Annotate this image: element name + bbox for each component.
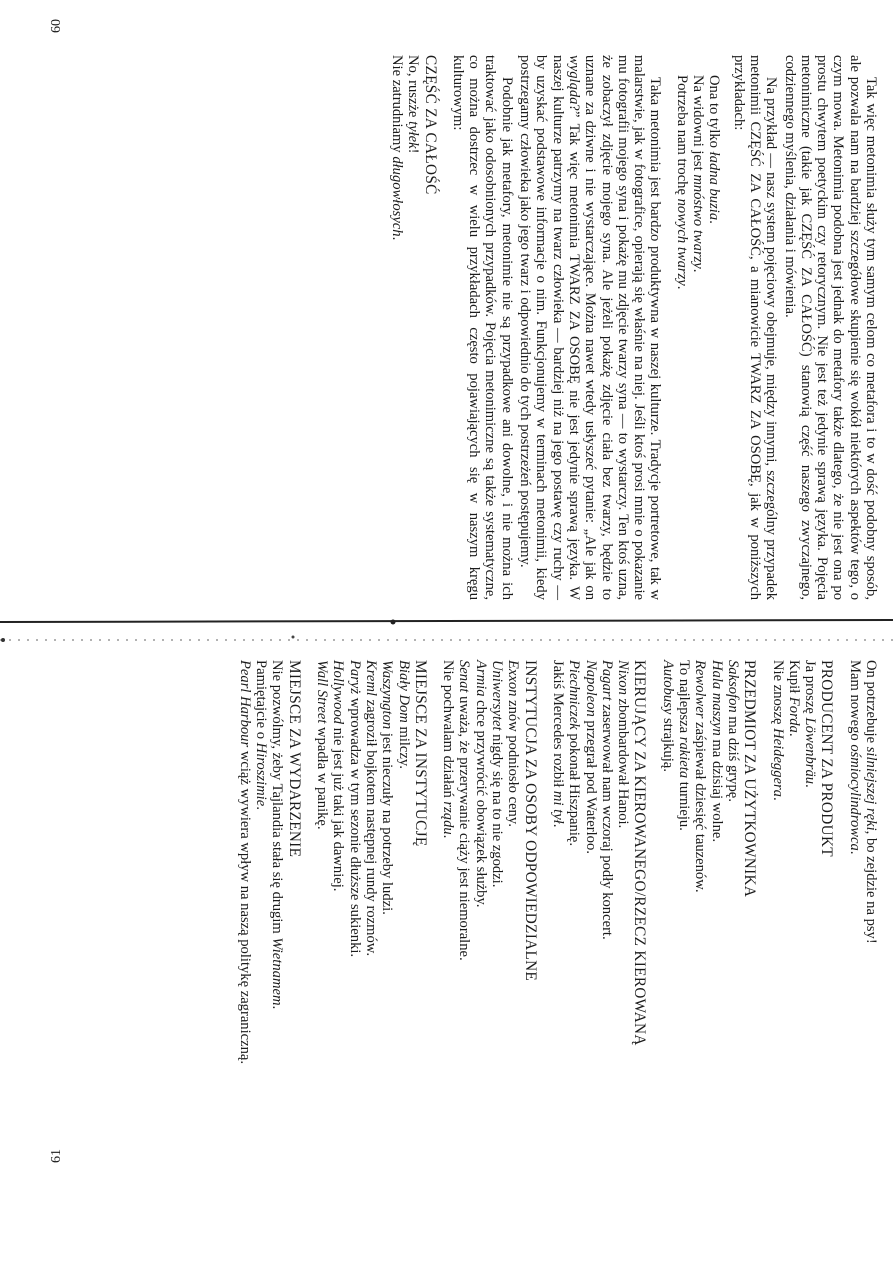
quote-text: . xyxy=(690,268,707,273)
example-text: zbombardował Hanoi. xyxy=(615,694,632,829)
example-italic: tyłek xyxy=(405,121,422,149)
example-text: strajkują. xyxy=(659,714,676,772)
example-text: Nie zatrudniamy xyxy=(388,55,405,157)
example-text: przegrał pod Waterloo. xyxy=(582,716,599,854)
quote-italic: nowych twarzy xyxy=(673,198,690,286)
quote-text: Ona to tylko xyxy=(706,75,723,152)
section-heading: PRODUCENT ZA PRODUKT xyxy=(818,660,836,857)
paragraph-italic: wygląda xyxy=(565,55,582,105)
example-line xyxy=(769,660,785,1205)
example-text: zaśpiewał dziesięć tauzenów. xyxy=(692,718,709,893)
section-heading: INSTYTUCJA ZA OSOBY ODPOWIEDZIALNE xyxy=(521,660,539,982)
example-text: turnieju. xyxy=(676,778,693,831)
section-czesc-za-calosc xyxy=(389,55,438,600)
example-line xyxy=(550,660,566,1205)
example-text: wpadła w panikę. xyxy=(314,723,331,830)
example-italic: Löwenbräu xyxy=(802,717,819,785)
paragraph-4: Podobnie jak metafory, metonimie nie są przypadkowe ani dowolne, i nie można ich traktować jako odosobnionych przypadków. Pojęcia metonimiczne są także systematyczne, co można dostrzec w wielu przykładach często pojawiających się w naszym kręgu kulturowym: xyxy=(449,55,515,600)
example-text: Ja proszę xyxy=(802,660,819,718)
page-number-60: 60 xyxy=(49,19,64,33)
example-text: . xyxy=(549,823,566,828)
example-line xyxy=(489,660,505,1205)
example-text: Nie pochwalam działań xyxy=(440,660,457,802)
example-text: . xyxy=(769,796,786,801)
page-number-61: 61 xyxy=(49,1149,64,1163)
page-60 xyxy=(389,55,879,600)
example-italic: Pagart xyxy=(598,660,615,701)
quote-italic: ładna buzia xyxy=(706,151,723,221)
example-italic: Hala maszyn xyxy=(708,660,725,736)
paragraph-1: Tak więc metonimia służy tym samym celom co metafora i to w dość podobny sposób, ale pozwala nam na bardziej szczegółowe skupienie się wokół niektórych aspektów tego, o czym mowa. Metonimia podobna jest jednak do metafory także dlatego, że nie jest ona po prostu chwytem poetyckim czy retorycznym. Nie jest też jedynie sprawą języka. Pojęcia metonimiczne (takie jak CZĘŚĆ ZA CAŁOŚĆ) stanowią część naszego zwyczajnego, codziennego myślenia, działania i mówienia. xyxy=(781,55,879,600)
page-61 xyxy=(237,660,879,1205)
example-text: ! xyxy=(405,148,422,154)
example-text: . xyxy=(785,732,802,737)
section-heading: KIERUJĄCY ZA KIEROWANEGO/RZECZ KIEROWANĄ xyxy=(631,660,649,1046)
example-italic: Uniwersytet xyxy=(489,660,506,731)
example-italic: Rewolwer xyxy=(692,660,709,719)
example-line xyxy=(237,660,253,1205)
example-text: jest nieczuły na potrzeby ludzi. xyxy=(379,729,396,915)
page-fold xyxy=(0,600,893,660)
example-italic: Forda xyxy=(785,696,802,733)
intro-line xyxy=(846,660,862,1205)
section xyxy=(237,660,302,1205)
quote-text: . xyxy=(706,220,723,224)
section-heading: CZĘŚĆ ZA CAŁOŚĆ xyxy=(421,55,439,195)
example-text: nigdy się na to nie zgodzi. xyxy=(489,730,506,888)
example-text: zagroził bojkotem następnej rundy rozmów. xyxy=(362,695,379,956)
example-line xyxy=(615,660,631,1205)
example-italic: Hiroszimie xyxy=(253,742,270,807)
example-italic: Saksofon xyxy=(724,660,741,713)
example-line xyxy=(440,660,456,1205)
section xyxy=(440,660,538,1205)
example-line xyxy=(363,660,379,1205)
example-italic: rakieta xyxy=(676,736,693,779)
example-text: . xyxy=(253,806,270,810)
example-line xyxy=(253,660,269,1205)
example-line xyxy=(456,660,472,1205)
example-line xyxy=(505,660,521,1205)
example-line xyxy=(472,660,488,1205)
example-text: nie jest już taki jak dawniej. xyxy=(330,724,347,892)
example-text: znów podniosło ceny. xyxy=(505,696,522,827)
section xyxy=(659,660,757,1205)
quote-line xyxy=(673,75,689,600)
example-line xyxy=(389,55,405,600)
example-italic: Hollywood xyxy=(330,660,347,725)
example-line xyxy=(708,660,724,1205)
example-text: uważa, że przerywanie ciąży jest niemoralne. xyxy=(456,692,473,961)
section-heading: MIEJSCE ZA INSTYTUCJĘ xyxy=(411,660,429,847)
example-text: ma dzisiaj wolne. xyxy=(708,735,725,842)
example-text: . xyxy=(440,834,457,839)
example-italic: Biały Dom xyxy=(395,660,412,723)
example-line xyxy=(692,660,708,1205)
example-text: ma dziś grypę. xyxy=(724,712,741,802)
example-line xyxy=(314,660,330,1205)
example-text: Nie znoszę xyxy=(769,660,786,729)
example-line xyxy=(599,660,615,1205)
example-italic: silniejszej ręki xyxy=(863,746,879,831)
example-text: wprowadza w tym sezonie dłuższe sukienki. xyxy=(346,694,363,958)
example-line xyxy=(659,660,675,1205)
example-italic: Paryż xyxy=(346,660,363,695)
example-text: Mam nowego xyxy=(846,660,863,745)
example-text: wciąż wywiera wpływ na naszą politykę zagraniczną. xyxy=(236,747,253,1065)
example-text: On potrzebuje xyxy=(863,660,879,747)
example-text: . xyxy=(388,236,405,241)
example-text: Pamiętajcie o xyxy=(253,660,270,743)
example-line xyxy=(405,55,421,600)
example-text: , bo zejdzie na psy! xyxy=(863,830,879,944)
example-italic: Wall Street xyxy=(314,660,331,724)
example-line xyxy=(346,660,362,1205)
fold-line xyxy=(0,600,893,660)
example-italic: rządu xyxy=(440,801,457,835)
example-text: Nie pozwólmy, żeby Tajlandia stała się drugim xyxy=(269,660,286,938)
example-italic: ośmiocylindrowca xyxy=(846,744,863,851)
section xyxy=(314,660,428,1205)
example-italic: Exxon xyxy=(505,660,522,697)
example-text: . xyxy=(846,850,863,855)
quote-text: Na widowni jest xyxy=(690,75,707,175)
section xyxy=(769,660,834,1205)
example-line xyxy=(395,660,411,1205)
example-line xyxy=(582,660,598,1205)
quote-text: . xyxy=(673,285,690,290)
example-italic: Pearl Harbour xyxy=(236,660,253,748)
example-text: Kupił xyxy=(785,660,802,697)
example-text: . xyxy=(269,1005,286,1010)
example-italic: Waszyngton xyxy=(379,660,396,730)
example-text: To najlepsza xyxy=(676,660,693,737)
example-italic: Armia xyxy=(472,660,489,697)
example-line xyxy=(330,660,346,1205)
quote-text: Potrzeba nam trochę xyxy=(673,75,690,199)
example-italic: Nixon xyxy=(615,660,632,695)
example-italic: Wietnamem xyxy=(269,937,286,1006)
example-text: zaserwował nam wczoraj podły koncert. xyxy=(598,700,615,940)
example-text: . xyxy=(802,784,819,788)
example-italic: Napoleon xyxy=(582,660,599,717)
intro-line xyxy=(863,660,879,1205)
paragraph-text: ?” Tak więc metonimia TWARZ ZA OSOBĘ nie jest jedynie sprawą języka. W naszej kulturze patrzymy na twarz człowieka — bardziej niż na jego postawę czy ruchy — by uzyskać podstawowe informacje o nim. Funkcjonujemy w terminach metonimii, kiedy postrzegamy człowieka jako jego twarz i odpowiednio do tych postrzeżeń postępujemy. xyxy=(517,55,582,600)
right-sections xyxy=(237,660,835,1205)
example-text: No, ruszże xyxy=(405,55,422,122)
example-italic: Piechniczek xyxy=(566,660,583,730)
example-italic: Senat xyxy=(456,660,473,693)
section-heading: PRZEDMIOT ZA UŻYTKOWNIKA xyxy=(741,660,759,898)
section xyxy=(550,660,648,1205)
example-text: Jakiś Mercedes rozbił xyxy=(549,660,566,791)
paragraph-2: Na przykład — nasz system pojęciowy obejmuje, między innymi, szczególny przypadek metonimii CZĘŚĆ ZA CAŁOŚĆ, a mianowicie TWARZ ZA OSOBĘ, jak w poniższych przykładach: xyxy=(730,55,780,600)
example-line xyxy=(725,660,741,1205)
example-line xyxy=(802,660,818,1205)
example-italic: długowłosych xyxy=(388,156,405,237)
quote-italic: mnóstwo twarzy xyxy=(690,174,707,269)
example-text: chce przywrócić obowiązek służby. xyxy=(472,696,489,908)
example-line xyxy=(269,660,285,1205)
quote-line xyxy=(706,75,722,600)
example-line xyxy=(676,660,692,1205)
example-italic: Heideggera xyxy=(769,728,786,797)
example-line xyxy=(379,660,395,1205)
quote-block xyxy=(673,55,722,600)
section-heading: MIEJSCE ZA WYDARZENIE xyxy=(285,660,303,858)
example-line xyxy=(566,660,582,1205)
example-italic: mi tył xyxy=(549,790,566,824)
example-italic: Kreml xyxy=(362,660,379,696)
quote-line xyxy=(690,75,706,600)
paragraph-text: Taka metonimia jest bardzo produktywna w naszej kulturze. Tradycje portretowe, tak w malarstwie, jak w fotografice, opierają się właśnie na niej. Jeśli ktoś prosi mnie o pokazanie mu fotografii mojego syna i pokażę mu zdjęcie twarzy syna — to wystarczy. Ten ktoś uzna, że zobaczył zdjęcie mojego syna. Ale jeżeli pokażę zdjęcie ciała bez twarzy, będzie to uznane za dziwne i nie wystarczające. Można nawet wtedy usłyszeć pytanie: „Ale jak on xyxy=(582,55,664,600)
example-text: milczy. xyxy=(395,722,412,769)
example-line xyxy=(786,660,802,1205)
example-text: pokonał Hiszpanię. xyxy=(566,729,583,847)
example-italic: Autobusy xyxy=(659,660,676,715)
paragraph-3 xyxy=(517,55,664,600)
